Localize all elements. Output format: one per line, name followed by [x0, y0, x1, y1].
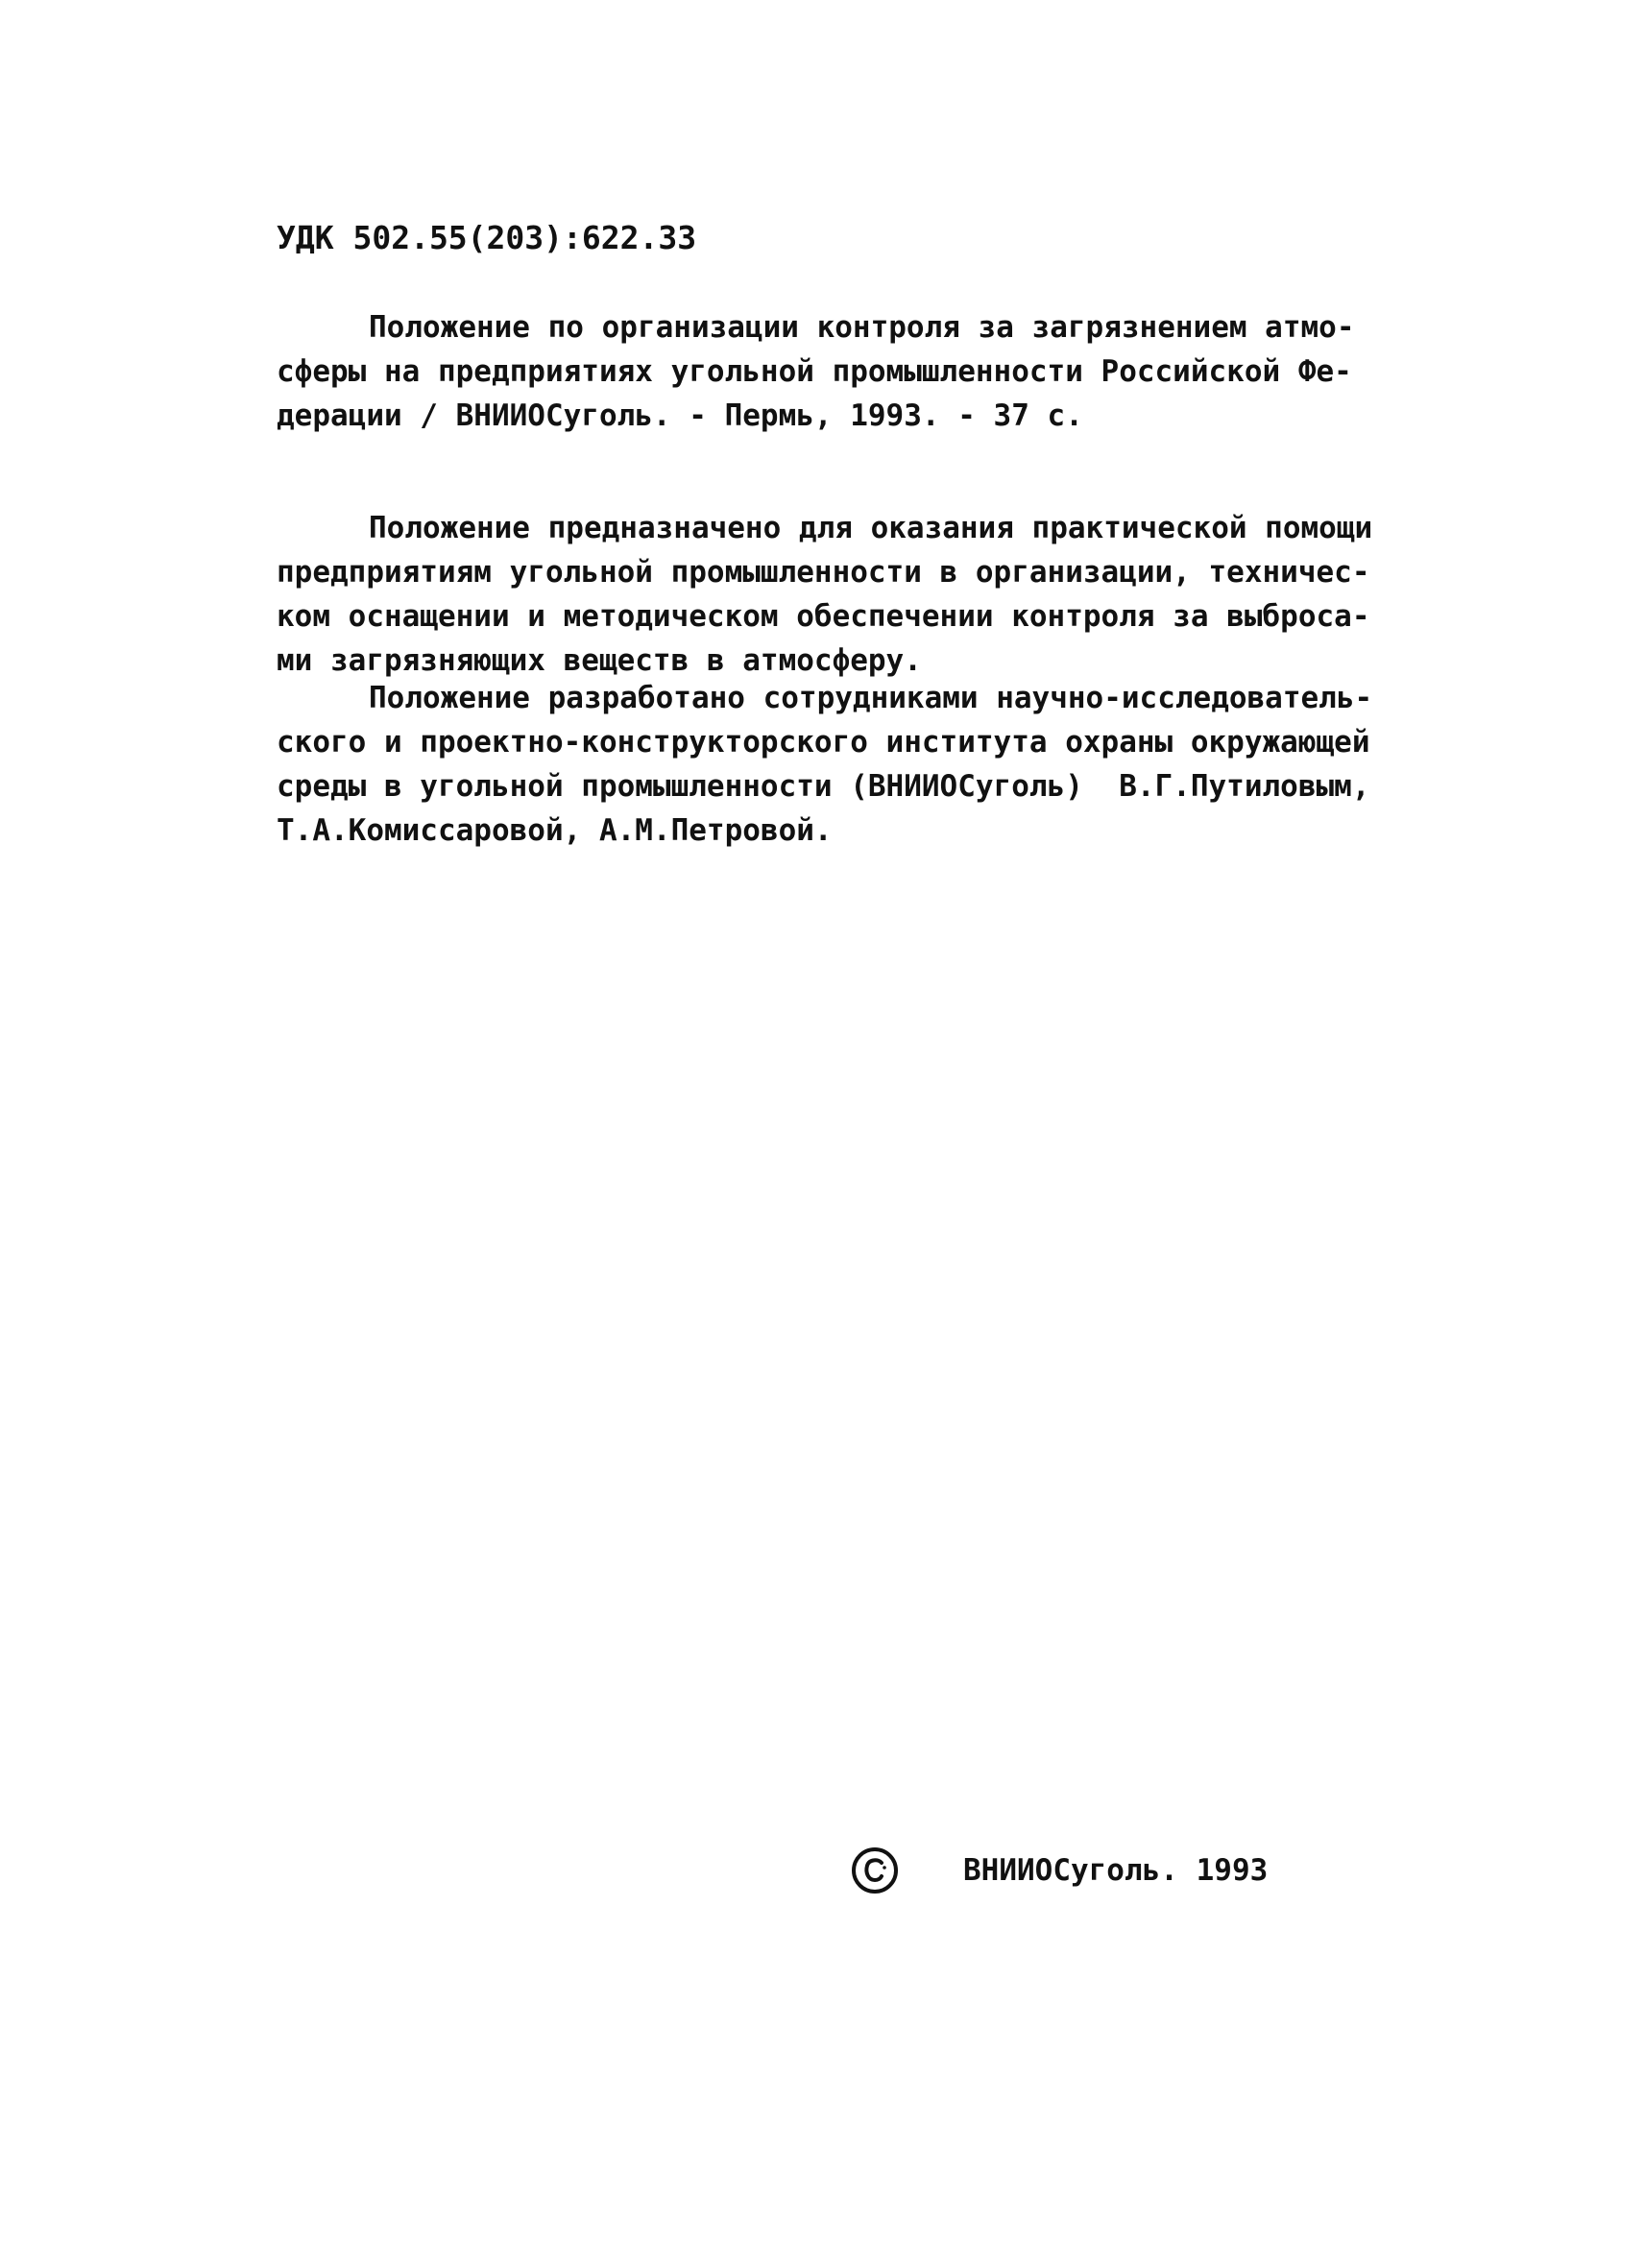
- bibliographic-reference: [277, 305, 1371, 438]
- authors-line: Положение разработано сотрудниками научно-исследователь-: [369, 681, 1373, 715]
- copyright-notice: [850, 1842, 1268, 1899]
- authors-line: среды в угольной промышленности (ВНИИОСуголь) В.Г.Путиловым,: [277, 769, 1370, 804]
- copyright-text: ВНИИОСуголь. 1993: [963, 1853, 1269, 1888]
- authors-line: Т.А.Комиссаровой, А.М.Петровой.: [277, 813, 833, 848]
- purpose-line: предприятиям угольной промышленности в организации, техничес-: [277, 555, 1370, 590]
- authors-paragraph: [277, 676, 1371, 853]
- udk-code: УДК 502.55(203):622.33: [277, 219, 697, 256]
- reference-line: дерации / ВНИИОСуголь. - Пермь, 1993. - 37 с.: [277, 398, 1083, 433]
- purpose-paragraph: [277, 506, 1371, 683]
- purpose-line: Положение предназначено для оказания практической помощи: [369, 511, 1373, 545]
- reference-line: сферы на предприятиях угольной промышленности Российской Фе-: [277, 354, 1352, 389]
- reference-line: Положение по организации контроля за загрязнением атмо-: [369, 310, 1355, 345]
- purpose-line: ми загрязняющих веществ в атмосферу.: [277, 643, 922, 678]
- authors-line: ского и проектно-конструкторского института охраны окружающей: [277, 725, 1370, 760]
- copyright-icon: [850, 1846, 900, 1895]
- purpose-line: ком оснащении и методическом обеспечении контроля за выброса-: [277, 599, 1370, 634]
